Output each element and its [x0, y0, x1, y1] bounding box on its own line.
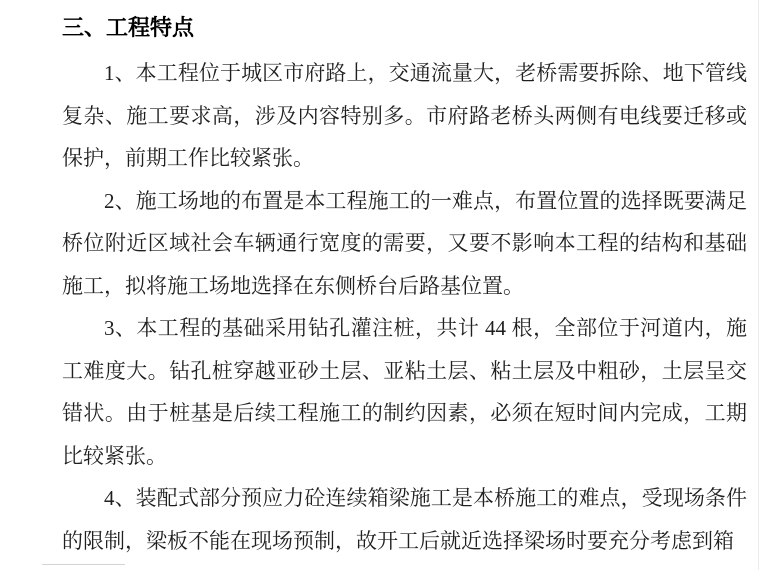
paragraph: 1、本工程位于城区市府路上，交通流量大，老桥需要拆除、地下管线复杂、施工要求高，涉及内容特别多。市府路老桥头两侧有电线要迁移或保护，前期工作比较紧张。	[62, 61, 747, 170]
paragraph: 4、装配式部分预应力砼连续箱梁施工是本桥施工的难点，受现场条件的限制，梁板不能在现场预制，故开工后就近选择梁场时要充分考虑到箱	[62, 486, 747, 553]
page-right-edge-line	[758, 0, 759, 570]
paragraph: 2、施工场地的布置是本工程施工的一难点，布置位置的选择既要满足桥位附近区域社会车辆通行宽度的需要，又要不影响本工程的结构和基础施工，拟将施工场地选择在东侧桥台后路基位置。	[62, 188, 747, 298]
section-heading: 三、工程特点	[62, 15, 195, 40]
paragraph: 3、本工程的基础采用钻孔灌注桩，共计 44 根，全部位于河道内，施工难度大。钻孔桩穿越亚砂土层、亚粘土层、粘土层及中粗砂，土层呈交错状。由于桩基是后续工程施工的制约因素，必须在短时间内完成，工期比较紧张。	[62, 316, 747, 468]
document-body	[62, 52, 747, 562]
footnote-separator-line	[42, 564, 125, 565]
